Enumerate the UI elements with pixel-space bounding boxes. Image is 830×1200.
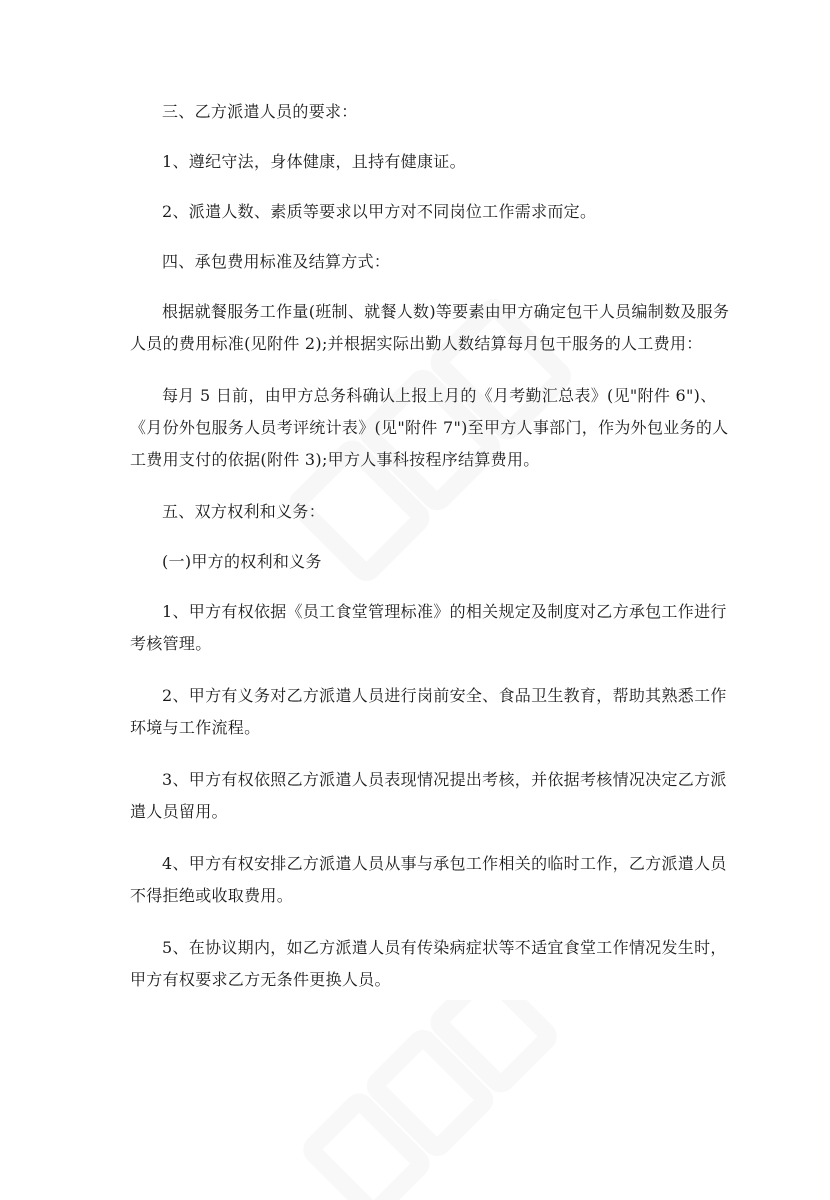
paragraph-party-a-right-2: 2、甲方有义务对乙方派遣人员进行岗前安全、食品卫生教育，帮助其熟悉工作环境与工作流程。 xyxy=(130,686,727,737)
paragraph-requirement-2: 2、派遣人数、素质等要求以甲方对不同岗位工作需求而定。 xyxy=(162,202,597,221)
paragraph-requirement-1: 1、遵纪守法，身体健康，且持有健康证。 xyxy=(162,152,466,171)
section-heading-fees: 四、承包费用标准及结算方式： xyxy=(162,252,391,271)
section-heading-requirements: 三、乙方派遣人员的要求： xyxy=(162,102,358,121)
section-heading-rights: 五、双方权利和义务： xyxy=(162,502,326,521)
subsection-heading-party-a: (一)甲方的权利和义务 xyxy=(162,552,322,571)
paragraph-fee-standard: 根据就餐服务工作量(班制、就餐人数)等要素由甲方确定包干人员编制数及服务人员的费用标准(见附件 2);并根据实际出勤人数结算每月包干服务的人工费用： xyxy=(130,302,730,353)
paragraph-party-a-right-4: 4、甲方有权安排乙方派遣人员从事与承包工作相关的临时工作，乙方派遣人员不得拒绝或收取费用。 xyxy=(130,854,727,905)
paragraph-party-a-right-3: 3、甲方有权依照乙方派遣人员表现情况提出考核，并依据考核情况决定乙方派遣人员留用。 xyxy=(130,770,727,821)
paragraph-settlement: 每月 5 日前，由甲方总务科确认上报上月的《月考勤汇总表》(见"附件 6")、《月份外包服务人员考评统计表》(见"附件 7")至甲方人事部门，作为外包业务的人工费用支付的依据(附件 3);甲方人事科按程序结算费用。 xyxy=(130,386,729,469)
paragraph-party-a-right-5: 5、在协议期内，如乙方派遣人员有传染病症状等不适宜食堂工作情况发生时，甲方有权要求乙方无条件更换人员。 xyxy=(130,938,727,989)
paragraph-party-a-right-1: 1、甲方有权依据《员工食堂管理标准》的相关规定及制度对乙方承包工作进行考核管理。 xyxy=(130,602,727,653)
